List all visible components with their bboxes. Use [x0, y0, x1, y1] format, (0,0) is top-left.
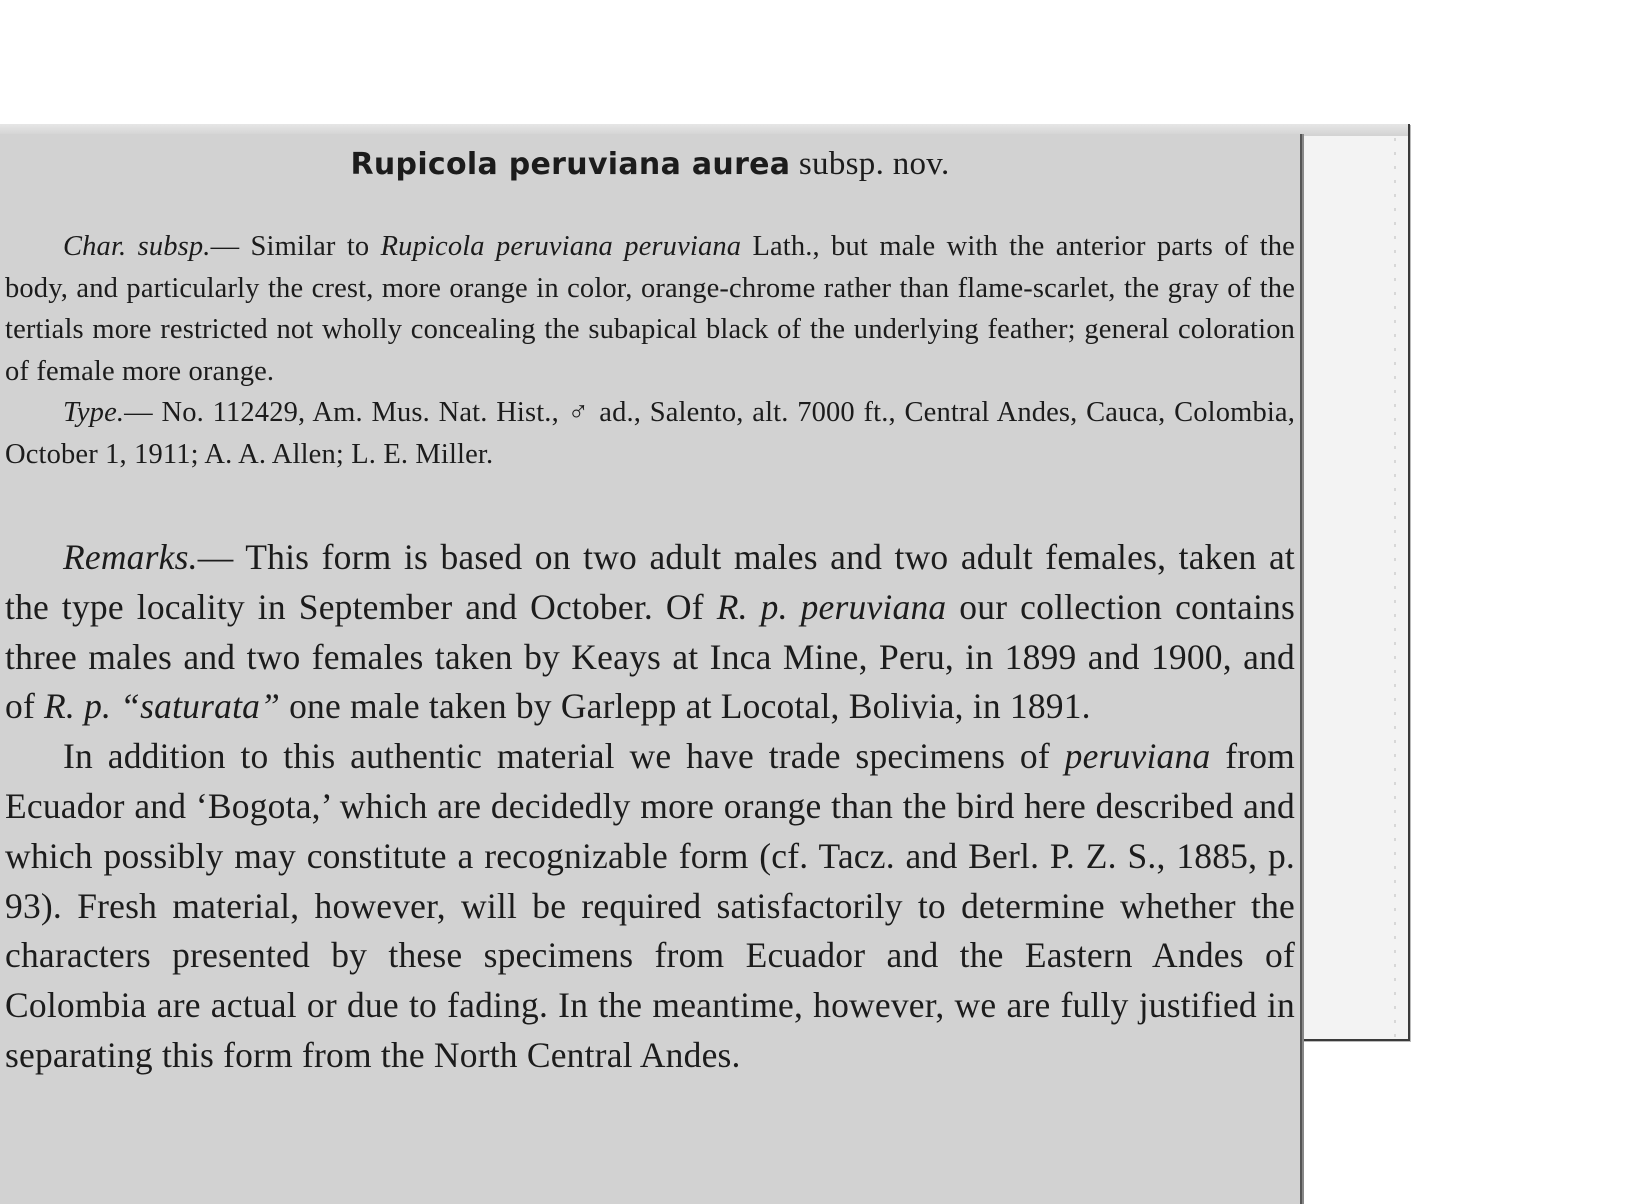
characters-text-2: Lath., but male with the anterior parts of the body, and particularly the crest, more orange in color, orange-chrome rather than flame-scarlet, the gray of the tertials more restricted not wholly concealing the subapical black of the underlying feather; general coloration of female more orange. [5, 231, 1295, 387]
remarks-section [5, 533, 1295, 1081]
remarks-paragraph [5, 533, 1295, 732]
addition-text-1: In addition to this authentic material we have trade specimens of [63, 736, 1065, 777]
characters-species: Rupicola peruviana peruviana [380, 231, 742, 262]
addition-taxon: peruviana [1064, 736, 1211, 777]
remarks-taxon-1: R. p. peruviana [716, 586, 947, 627]
species-name: Rupicola peruviana aurea [350, 147, 791, 182]
remarks-text-1: — This form is based on two adult males and two adult females, taken at the type locality in September and October. Of [5, 537, 1295, 627]
type-label: Type. [63, 397, 125, 428]
remarks-label: Remarks. [63, 537, 198, 577]
characters-paragraph [5, 226, 1295, 392]
remarks-taxon-2: R. p. “saturata” [44, 686, 281, 727]
dotted-margin-line [1394, 124, 1396, 1039]
characters-text-1: — Similar to [210, 231, 381, 262]
addition-text-2: from Ecuador and ‘Bogota,’ which are decidedly more orange than the bird here described and which possibly may constitute a recognizable form (cf. Tacz. and Berl. P. Z. S., 1885, p. 93). Fresh material, however, will be required satisfactorily to determine whether the characters presented by these specimens from Ecuador and the Eastern Andes of Colombia are actual or due to fading. In the meantime, however, we are fully justified in separating this form from the North Central Andes. [5, 736, 1295, 1075]
remarks-text-2: our collection contains three males and two females taken by Keays at Inca Mine, Peru, in 1899 and 1900, and of [5, 586, 1295, 727]
type-paragraph [5, 392, 1295, 475]
diagnosis-section [5, 226, 1295, 475]
characters-label: Char. subsp. [63, 231, 211, 262]
type-text: — No. 112429, Am. Mus. Nat. Hist., ♂ ad., Salento, alt. 7000 ft., Central Andes, Cauca, Colombia, October 1, 1911; A. A. Allen; L. E. Miller. [5, 397, 1295, 470]
species-heading [0, 146, 1300, 183]
document-clipping [0, 134, 1302, 1204]
addition-paragraph [5, 732, 1295, 1081]
species-suffix: subsp. nov. [790, 146, 950, 182]
remarks-text-3: one male taken by Garlepp at Locotal, Bolivia, in 1891. [280, 686, 1091, 727]
